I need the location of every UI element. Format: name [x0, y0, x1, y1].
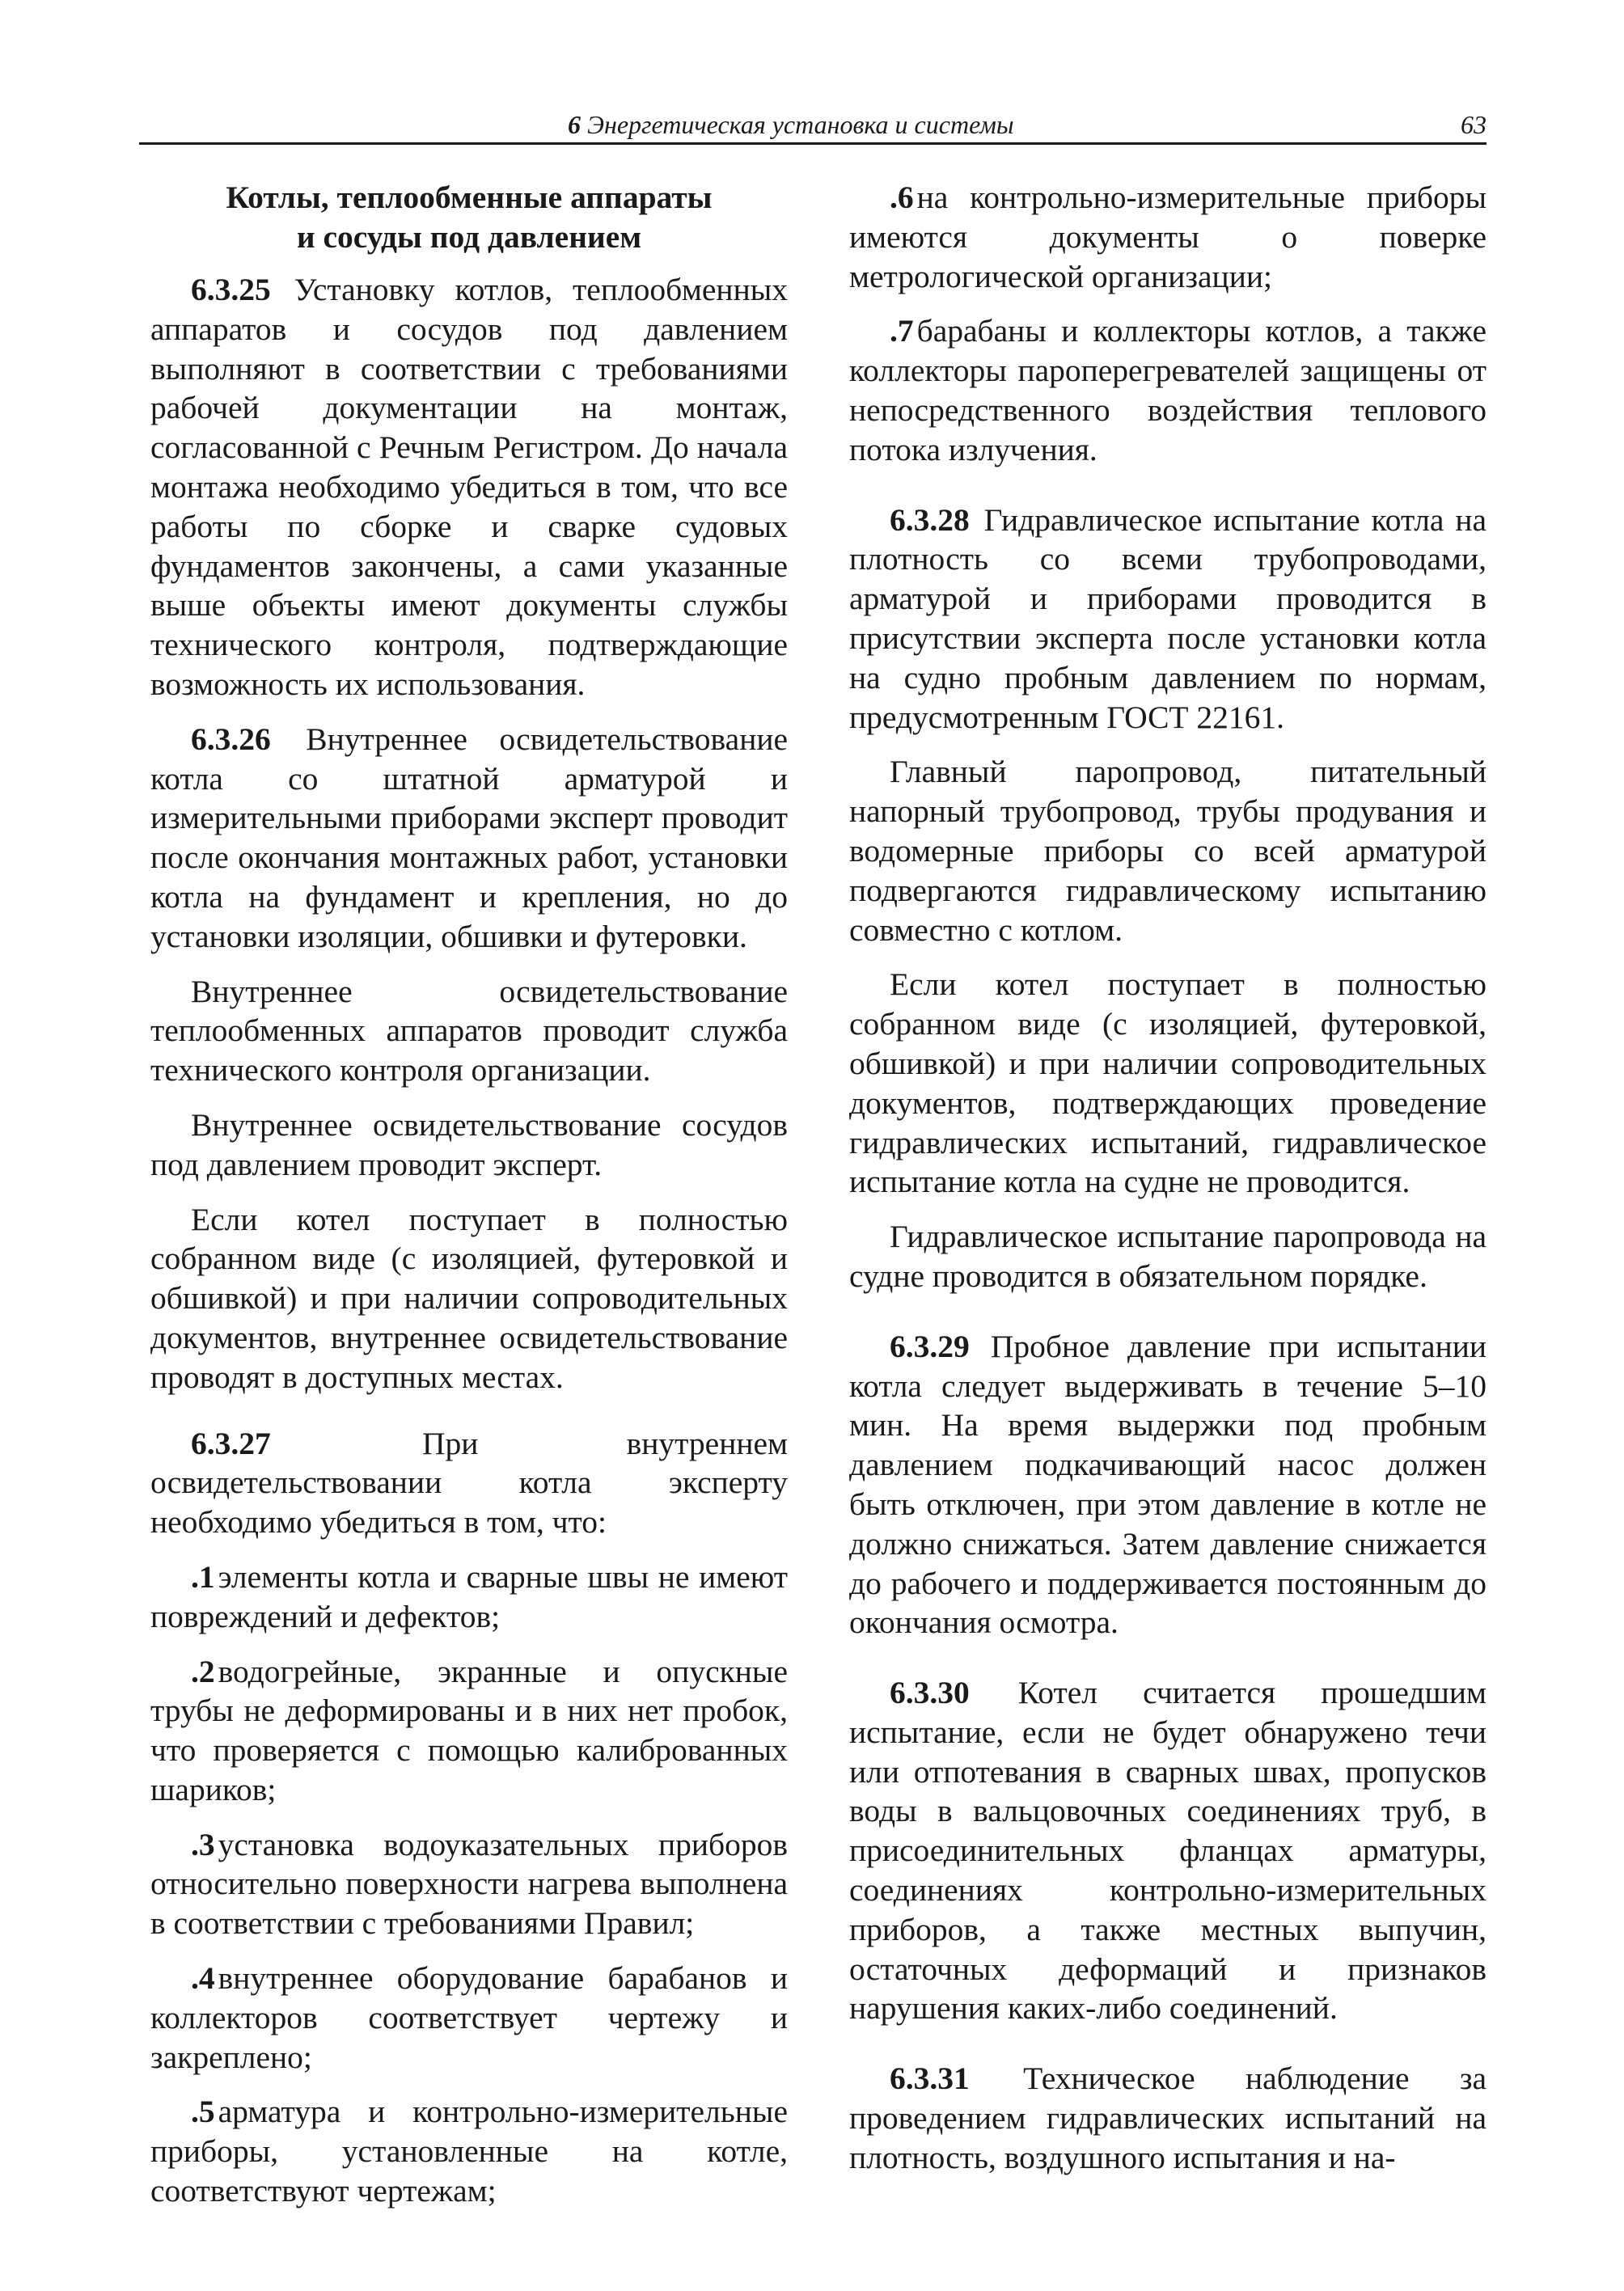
section-title-line-2: и сосуды под давлением: [296, 219, 642, 255]
list-item-text: барабаны и коллекторы котлов, а также коллекторы пароперегревателей защищены от непосредственного воздействия теплового потока излучения.: [849, 313, 1487, 467]
paragraph-6-3-28-b: Главный паропровод, питательный напорный трубопровод, трубы продувания и водомерные приборы со всей арматурой подвергаются гидравлическому испытанию совместно с котлом.: [849, 754, 1487, 948]
running-header: [139, 105, 1487, 145]
section-title: [150, 178, 788, 257]
list-item-7: [849, 311, 1487, 469]
left-column: [150, 178, 788, 2211]
paragraph-6-3-30: [849, 1673, 1487, 2028]
list-item-text: арматура и контрольно-измерительные приборы, установленные на котле, соответствуют чертежам;: [150, 2094, 788, 2209]
clause-number: 6.3.31: [890, 2061, 970, 2097]
paragraph-6-3-28: [849, 501, 1487, 738]
right-column: [849, 178, 1487, 2178]
list-item-text: на контрольно-измерительные приборы имеются документы о поверке метрологической организации;: [849, 180, 1487, 294]
paragraph-6-3-28-c: Если котел поступает в полностью собранном виде (с изоляцией, футеровкой, обшивкой) и при наличии сопроводительных документов, подтверждающих проведение гидравлических испытаний, гидравлическое испытание котла на судне не проводится.: [849, 966, 1487, 1200]
clause-number: 6.3.26: [191, 721, 271, 757]
paragraph-6-3-31: [849, 2059, 1487, 2177]
list-item-number: .7: [890, 313, 914, 349]
clause-number: 6.3.30: [890, 1675, 970, 1711]
paragraph-6-3-28-d: Гидравлическое испытание паропровода на судне проводится в обязательном порядке.: [849, 1219, 1487, 1294]
clause-number: 6.3.27: [191, 1425, 271, 1461]
chapter-number: 6: [568, 110, 581, 139]
list-item-number: .1: [191, 1558, 215, 1595]
paragraph-6-3-26-c: Внутреннее освидетельствование сосудов под давлением проводит эксперт.: [150, 1106, 788, 1182]
paragraph-6-3-25: [150, 270, 788, 704]
list-item-1: [150, 1558, 788, 1637]
list-item-number: .3: [191, 1826, 215, 1862]
chapter-title: Энергетическая установка и системы: [587, 110, 1014, 139]
paragraph-6-3-26: [150, 720, 788, 957]
list-item-text: установка водоуказательных приборов относительно поверхности нагрева выполнена в соответствии с требованиями Правил;: [150, 1826, 788, 1942]
list-item-6: [849, 178, 1487, 296]
list-item-number: .2: [191, 1653, 215, 1689]
paragraph-6-3-26-d: Если котел поступает в полностью собранном виде (с изоляцией, футеровкой и обшивкой) и при наличии сопроводительных документов, внутреннее освидетельствование проводят в доступных местах.: [150, 1201, 788, 1395]
paragraph-6-3-27: [150, 1424, 788, 1542]
clause-text: Котел считается прошедшим испытание, если не будет обнаружено течи или отпотевания в сварных швах, пропусков воды в вальцовочных соединениях труб, в присоединительных фланцах арматуры, соединениях контрольно-измерительных приборов, а также местных выпучин, остаточных деформаций и признаков нарушения каких-либо соединений.: [849, 1675, 1487, 2027]
clause-number: 6.3.28: [890, 501, 970, 538]
list-item-3: [150, 1825, 788, 1943]
clause-text: Внутреннее освидетельствование котла со штатной арматурой и измерительными приборами эксперт проводит после окончания монтажных работ, установки котла на фундамент и крепления, но до установки изоляции, обшивки и футеровки.: [150, 721, 789, 954]
list-item-text: внутреннее оборудование барабанов и коллекторов соответствует чертежу и закреплено;: [150, 1960, 788, 2075]
clause-number: 6.3.25: [191, 272, 271, 307]
clause-text: При внутреннем освидетельствовании котла эксперту необходимо убедиться в том, что:: [150, 1425, 788, 1541]
list-item-5: [150, 2092, 788, 2210]
clause-text: Гидравлическое испытание котла на плотность со всеми трубопроводами, арматурой и приборами проводится в присутствии эксперта после установки котла на судно пробным давлением по нормам, предусмотренным ГОСТ 22161.: [849, 501, 1487, 735]
list-item-number: .6: [890, 180, 914, 215]
clause-text: Пробное давление при испытании котла следует выдерживать в течение 5–10 мин. На время выдержки под пробным давлением подкачивающий насос должен быть отключен, при этом давление в котле не должно снижаться. Затем давление снижается до рабочего и поддерживается постоянным до окончания осмотра.: [849, 1328, 1487, 1641]
list-item-number: .4: [191, 1960, 215, 1997]
list-item-number: .5: [191, 2094, 215, 2130]
clause-text: Установку котлов, теплообменных аппаратов и сосудов под давлением выполняют в соответствии с требованиями рабочей документации на монтаж, согласованной с Речным Регистром. До начала монтажа необходимо убедиться в том, что все работы по сборке и сварке судовых фундаментов закончены, а сами указанные выше объекты имеют документы службы технического контроля, подтверждающие возможность их использования.: [150, 272, 788, 702]
list-item-2: [150, 1652, 788, 1810]
list-item-4: [150, 1959, 788, 2077]
page-number: 63: [1461, 110, 1487, 139]
list-item-text: элементы котла и сварные швы не имеют повреждений и дефектов;: [150, 1558, 788, 1634]
chapter-heading: [568, 108, 1014, 141]
paragraph-6-3-26-b: Внутреннее освидетельствование теплообменных аппаратов проводит служба технического контроля организации.: [150, 973, 788, 1088]
list-item-text: водогрейные, экранные и опускные трубы не деформированы и в них нет пробок, что проверяется с помощью калиброванных шариков;: [150, 1653, 788, 1807]
clause-number: 6.3.29: [890, 1328, 970, 1364]
clause-text: Техническое наблюдение за проведением гидравлических испытаний на плотность, воздушного испытания и на-: [849, 2061, 1487, 2175]
section-title-line-1: Котлы, теплообменные аппараты: [226, 180, 713, 215]
paragraph-6-3-29: [849, 1327, 1487, 1642]
